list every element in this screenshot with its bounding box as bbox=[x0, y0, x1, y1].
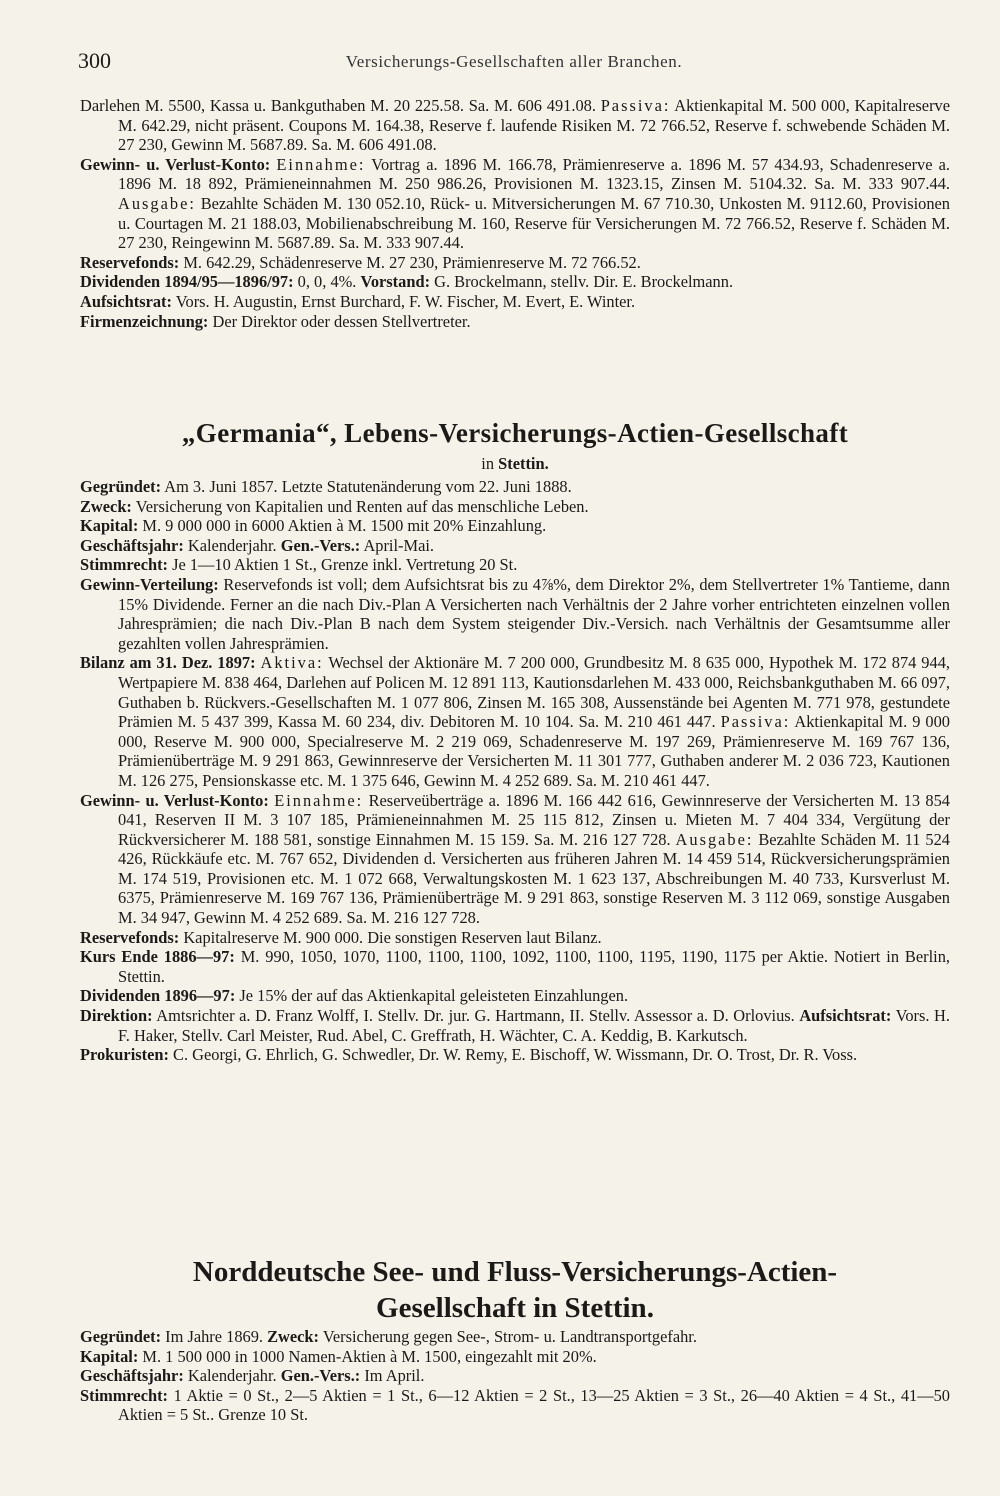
entry-gegruendet: Gegründet: Am 3. Juni 1857. Letzte Statutenänderung vom 22. Juni 1888. bbox=[80, 477, 572, 496]
norddeutsche-entry bbox=[80, 1327, 950, 1425]
germania-location: in Stettin. bbox=[481, 454, 549, 473]
entry-gewinn-verlust: Gewinn- u. Verlust-Konto: Einnahme: Reserveüberträge a. 1896 M. 166 442 616, Gewinnreserve der Versicherten M. 13 854 041, Reserven II M. 3 107 185, Prämieneinnahmen M. 25 115 812, Zinsen u. Mieten M. 7 404 334, Vergütung der Rückversicherer M. 188 581, sonstige Einnahmen M. 15 159. Sa. M. 216 127 728. Ausgabe: Bezahlte Schäden M. 11 524 426, Rückkäufe etc. M. 767 652, Dividenden d. Versicherten aus früheren Jahren M. 14 459 514, Rückversicherungsprämien M. 174 519, Provisionen etc. M. 1 072 668, Verwaltungskosten M. 1 623 137, Abschreibungen M. 40 733, Kursverlust M. 6375, Prämienreserve M. 169 767 136, Prämienüberträge M. 9 291 863, sonstige Reserven M. 3 112 069, sonstige Ausgaben M. 34 947, Gewinn M. 4 252 689. Sa. M. 216 127 728. bbox=[80, 790, 951, 928]
previous-company-continuation bbox=[80, 96, 950, 331]
entry-geschaeftsjahr: Geschäftsjahr: Kalenderjahr. Gen.-Vers.: Im April. bbox=[80, 1366, 425, 1386]
entry-dividenden: Dividenden 1896—97: Je 15% der auf das Aktienkapital geleisteten Einzahlungen. bbox=[80, 986, 629, 1006]
entry-gegruendet: Gegründet: Im Jahre 1869. Zweck: Versicherung gegen See-, Strom- u. Landtransportgefahr. bbox=[80, 1327, 697, 1346]
entry-kapital: Kapital: M. 1 500 000 in 1000 Namen-Aktien à M. 1500, eingezahlt mit 20%. bbox=[80, 1346, 597, 1366]
page-header bbox=[78, 48, 950, 78]
page-number: 300 bbox=[78, 48, 111, 73]
entry-gewinn-verteilung: Gewinn-Verteilung: Reservefonds ist voll; dem Aufsichtsrat bis zu 4⅞%, dem Direktor 2%, dem Stellvertreter 1% Tantieme, dann 15% Dividende. Ferner an die nach Div.-Plan A Versicherten nach Verhältnis der 2 Jahre vorher entrichteten einzelnen vollen Jahresprämien; die nach Div.-Plan B nach dem System steigender Div.-Versich. nach Verhältnis der Gesamtsumme aller gezahlten vollen Jahresprämien. bbox=[80, 574, 950, 653]
germania-entry bbox=[80, 477, 950, 1065]
entry-firmenzeichnung: Firmenzeichnung: Der Direktor oder dessen Stellvertreter. bbox=[80, 311, 471, 331]
entry-reservefonds: Reservefonds: Kapitalreserve M. 900 000. Die sonstigen Reserven laut Bilanz. bbox=[80, 927, 602, 947]
entry-geschaeftsjahr: Geschäftsjahr: Kalenderjahr. Gen.-Vers.: April-Mai. bbox=[80, 535, 434, 555]
running-title: Versicherungs-Gesellschaften aller Branchen. bbox=[345, 52, 683, 71]
entry-aufsichtsrat: Aufsichtsrat: Vors. H. Augustin, Ernst Burchard, F. W. Fischer, M. Evert, E. Winter. bbox=[80, 291, 636, 311]
entry-kapital: Kapital: M. 9 000 000 in 6000 Aktien à M. 1500 mit 20% Einzahlung. bbox=[80, 516, 547, 536]
entry-zweck: Zweck: Versicherung von Kapitalien und Renten auf das menschliche Leben. bbox=[80, 496, 589, 516]
entry-reservefonds: Reservefonds: M. 642.29, Schädenreserve M. 27 230, Prämienreserve M. 72 766.52. bbox=[80, 252, 641, 272]
entry-passiva: Darlehen M. 5500, Kassa u. Bankguthaben M. 20 225.58. Sa. M. 606 491.08. Passiva: Aktienkapital M. 500 000, Kapitalreserve M. 642.29, nicht präsent. Coupons M. 164.38, Reserve f. laufende Risiken M. 72 766.52, Reserve f. schwebende Schäden M. 27 230, Gewinn M. 5687.89. Sa. M. 606 491.08. bbox=[80, 96, 950, 155]
entry-dividenden: Dividenden 1894/95—1896/97: 0, 0, 4%. Vorstand: G. Brockelmann, stellv. Dir. E. Brockelmann. bbox=[80, 272, 734, 292]
entry-kurs: Kurs Ende 1886—97: M. 990, 1050, 1070, 1100, 1100, 1100, 1092, 1100, 1100, 1195, 1190, 1175 per Aktie. Notiert in Berlin, Stettin. bbox=[80, 947, 950, 986]
entry-bilanz: Bilanz am 31. Dez. 1897: Aktiva: Wechsel der Aktionäre M. 7 200 000, Grundbesitz M. 8 635 000, Hypothek M. 172 874 944, Wertpapiere M. 838 464, Darlehen auf Policen M. 12 891 113, Kautionsdarlehen M. 433 000, Reichsbankguthaben M. 66 097, Guthaben b. Rückvers.-Gesellschaften M. 1 077 806, Zinsen M. 165 308, Aussenstände bei Agenten M. 771 978, gestundete Prämien M. 5 437 399, Kassa M. 60 234, div. Debitoren M. 10 104. Sa. M. 210 461 447. Passiva: Aktienkapital M. 9 000 000, Reserve M. 900 000, Specialreserve M. 2 219 069, Schadenreserve M. 197 269, Prämienreserve M. 169 767 136, Prämienüberträge M. 9 291 863, Gewinnreserve der Versicherten M. 11 301 777, Guthaben anderer M. 2 036 723, Kautionen M. 126 275, Pensionskasse etc. M. 1 375 646, Gewinn M. 4 252 689. Sa. M. 210 461 447. bbox=[80, 653, 950, 790]
norddeutsche-title: Norddeutsche See- und Fluss-Versicherungs-Actien- Gesellschaft in Stettin. bbox=[192, 1256, 838, 1324]
entry-stimmrecht: Stimmrecht: 1 Aktie = 0 St., 2—5 Aktien = 1 St., 6—12 Aktien = 2 St., 13—25 Aktien = 3 St., 26—40 Aktien = 4 St., 41—50 Aktien = 5 St.. Grenze 10 St. bbox=[80, 1385, 950, 1425]
entry-prokuristen: Prokuristen: C. Georgi, G. Ehrlich, G. Schwedler, Dr. W. Remy, E. Bischoff, W. Wissmann, Dr. O. Trost, Dr. R. Voss. bbox=[80, 1045, 858, 1065]
entry-gewinn-verlust: Gewinn- u. Verlust-Konto: Einnahme: Vortrag a. 1896 M. 166.78, Prämienreserve a. 1896 M. 57 434.93, Schadenreserve a. 1896 M. 18 892, Prämieneinnahmen M. 250 986.26, Provisionen M. 1323.15, Zinsen M. 5104.32. Sa. M. 333 907.44. Ausgabe: Bezahlte Schäden M. 130 052.10, Rück- u. Mitversicherungen M. 67 710.30, Unkosten M. 9112.60, Provisionen u. Courtagen M. 21 188.03, Mobilienabschreibung M. 160, Reserve für Versicherungen M. 72 766.52, Reserve f. Schäden M. 27 230, Reingewinn M. 5687.89. Sa. M. 333 907.44. bbox=[80, 154, 951, 253]
entry-direktion: Direktion: Amtsrichter a. D. Franz Wolff, I. Stellv. Dr. jur. G. Hartmann, II. Stellv. Assessor a. D. Orlovius. Aufsichtsrat: Vors. H. F. Haker, Stellv. Carl Meister, Rud. Abel, C. Greffrath, H. Wächter, C. A. Keddig, B. Karkutsch. bbox=[80, 1006, 950, 1045]
germania-title: „Germania“, Lebens-Versicherungs-Actien-Gesellschaft bbox=[181, 418, 849, 448]
entry-stimmrecht: Stimmrecht: Je 1—10 Aktien 1 St., Grenze inkl. Vertretung 20 St. bbox=[80, 555, 518, 575]
